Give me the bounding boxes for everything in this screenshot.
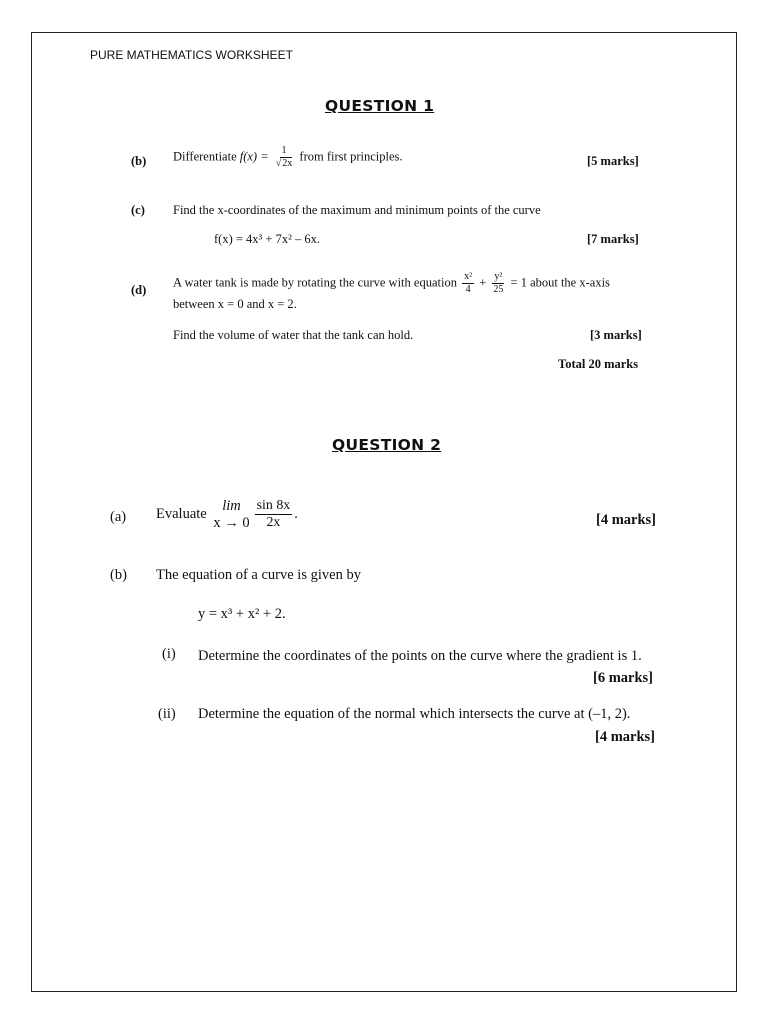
worksheet-header: PURE MATHEMATICS WORKSHEET — [90, 48, 293, 62]
q2bi-text: Determine the coordinates of the points on the curve where the gradient is 1. — [198, 648, 642, 664]
q2b-equation: y = x³ + x² + 2. — [198, 606, 286, 622]
q2a-marks: [4 marks] — [596, 512, 657, 528]
q2a-text: Evaluate lim x → 0 $\frac{\sin 8x}{2x}$ . — [156, 498, 298, 531]
q1c-marks: [7 marks] — [587, 232, 639, 246]
q1b-marks: [5 marks] — [587, 154, 639, 168]
q1d-label: (d) — [131, 283, 147, 297]
q2bii-marks: [4 marks] — [595, 729, 656, 745]
q2bii-text: Determine the equation of the normal which intersects the curve at (–1, 2). — [198, 706, 631, 722]
q1b-text: Differentiate f(x) = $\frac{1}{√2x}$ from first principles. — [173, 145, 403, 169]
q1b-label: (b) — [131, 154, 147, 168]
q1d-marks: [3 marks] — [590, 328, 642, 342]
q2bi-marks: [6 marks] — [593, 670, 654, 686]
q1-total-marks: Total 20 marks — [558, 357, 639, 371]
q1d-line2: between x = 0 and x = 2. — [173, 297, 297, 311]
q2b-label: (b) — [110, 567, 127, 583]
q1c-equation: f(x) = 4x³ + 7x² – 6x. — [214, 232, 320, 246]
question-2-title: QUESTION 2 — [332, 436, 442, 454]
q1d-line3: Find the volume of water that the tank can hold. — [173, 328, 414, 342]
q1c-label: (c) — [131, 203, 145, 217]
q2b-text: The equation of a curve is given by — [156, 567, 361, 583]
q2bi-label: (i) — [162, 646, 176, 662]
q1d-text: A water tank is made by rotating the curve with equation $\frac{\text{x²}}{4}$ + $\frac{\text{y²}}{25}$ = 1 about the x-axis — [173, 271, 610, 295]
q2bii-label: (ii) — [158, 706, 176, 722]
q2a-label: (a) — [110, 509, 127, 525]
q1c-text: Find the x-coordinates of the maximum and minimum points of the curve — [173, 203, 541, 217]
question-1-title: QUESTION 1 — [325, 97, 435, 115]
